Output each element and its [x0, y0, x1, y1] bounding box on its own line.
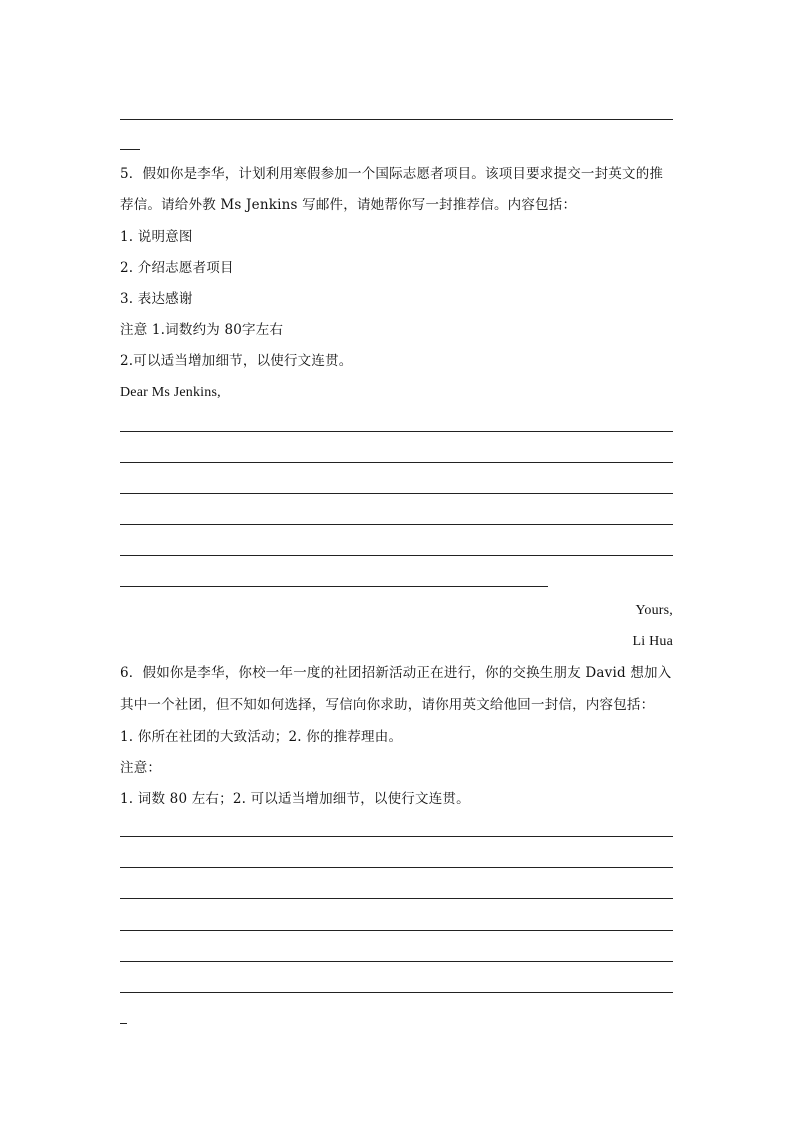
q5-point-2: 2. 介绍志愿者项目	[120, 260, 234, 276]
q6-answer-line	[120, 961, 673, 962]
q6-answer-line-end	[120, 1023, 127, 1024]
q5-prompt-line-1: 5．假如你是李华，计划利用寒假参加一个国际志愿者项目。该项目要求提交一封英文的推	[120, 166, 664, 182]
q5-salutation: Dear Ms Jenkins,	[120, 385, 221, 400]
q5-note-line-1: 注意 1.词数约为 80字左右	[120, 322, 284, 338]
answer-line	[120, 119, 673, 120]
q5-answer-line	[120, 555, 673, 556]
q5-point-1: 1. 说明意图	[120, 229, 193, 245]
q5-answer-line-short	[120, 586, 548, 587]
q5-point-3: 3. 表达感谢	[120, 291, 193, 307]
q6-answer-line	[120, 836, 673, 837]
q6-answer-line	[120, 930, 673, 931]
q6-note-line: 1. 词数 80 左右；2. 可以适当增加细节，以使行文连贯。	[120, 791, 470, 807]
q5-prompt-line-2: 荐信。请给外教 Ms Jenkins 写邮件，请她帮你写一封推荐信。内容包括：	[120, 197, 577, 213]
q5-signature: Li Hua	[632, 634, 673, 649]
q5-answer-line	[120, 431, 673, 432]
q6-note-label: 注意：	[120, 760, 162, 776]
q6-prompt-line-1: 6．假如你是李华，你校一年一度的社团招新活动正在进行，你的交换生朋友 David 想加入	[120, 665, 672, 681]
answer-line-end	[120, 149, 140, 150]
q5-answer-line	[120, 493, 673, 494]
q6-answer-line	[120, 992, 673, 993]
q6-answer-line	[120, 867, 673, 868]
q6-prompt-line-2: 其中一个社团，但不知如何选择，写信向你求助，请你用英文给他回一封信，内容包括：	[120, 697, 655, 713]
q5-answer-line	[120, 462, 673, 463]
q5-closing: Yours,	[635, 603, 673, 618]
q6-answer-line	[120, 898, 673, 899]
q6-points: 1. 你所在社团的大致活动；2. 你的推荐理由。	[120, 729, 403, 745]
q5-note-line-2: 2.可以适当增加细节，以使行文连贯。	[120, 353, 353, 369]
q5-answer-line	[120, 524, 673, 525]
